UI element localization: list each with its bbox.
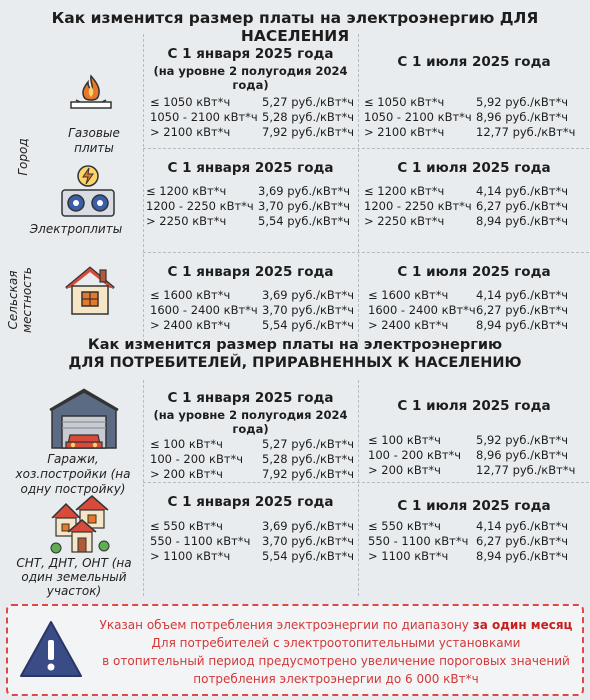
label-snt: СНТ, ДНТ, ОНТ (на один земельный участок) — [16, 556, 132, 598]
garages-jan-subheading: (на уровне 2 полугодия 2024 года) — [153, 408, 348, 436]
label-city: Город — [16, 138, 30, 176]
label-gas-stoves: Газовые плиты — [68, 126, 120, 155]
title-population: Как изменится размер платы на электроэнергию ДЛЯ НАСЕЛЕНИЯ — [51, 9, 539, 45]
notice-box — [6, 604, 584, 696]
notice-line-1: Указан объем потребления электроэнергии по диапазону за один месяц — [99, 618, 573, 632]
title-equivalent-consumers: Как изменится размер платы на электроэнергию — [87, 337, 503, 353]
electric-stove-icon — [58, 164, 118, 220]
label-garages: Гаражи, хоз.постройки (на одну постройку) — [15, 452, 131, 496]
houses-icon — [48, 494, 112, 554]
column-divider — [358, 34, 359, 342]
notice-line-2: Для потребителей с электроотопительными установками — [151, 636, 521, 650]
rural-jan-heading: С 1 января 2025 года — [167, 264, 334, 280]
row-divider — [143, 252, 589, 253]
notice-line-4: потребления электроэнергии до 6 000 кВт*ч — [193, 672, 479, 686]
row-divider — [143, 482, 589, 483]
gas-stove-icon — [68, 72, 114, 116]
row-divider — [143, 148, 589, 149]
notice-line-3: в отопительный период предусмотрено увеличение пороговых значений — [102, 654, 570, 668]
electric-jan-heading: С 1 января 2025 года — [167, 160, 334, 176]
label-rural-text: Сельская местность — [6, 267, 34, 333]
gas-jan-subheading: (на уровне 2 полугодия 2024 года) — [153, 64, 348, 92]
snt-jan-heading: С 1 января 2025 года — [167, 494, 334, 510]
garages-jul-heading: С 1 июля 2025 года — [397, 398, 551, 414]
snt-jul-heading: С 1 июля 2025 года — [397, 498, 551, 514]
gas-jul-heading: С 1 июля 2025 года — [397, 54, 551, 70]
title-equivalent-consumers-line2: ДЛЯ ПОТРЕБИТЕЛЕЙ, ПРИРАВНЕННЫХ К НАСЕЛЕНИЮ — [68, 355, 522, 371]
label-electric-stoves: Электроплиты — [29, 222, 123, 236]
garage-icon — [48, 388, 120, 450]
garages-jan-heading: С 1 января 2025 года — [167, 390, 334, 406]
warning-icon — [18, 618, 84, 680]
electric-jul-heading: С 1 июля 2025 года — [397, 160, 551, 176]
house-icon — [62, 262, 118, 318]
gas-jan-heading: С 1 января 2025 года — [167, 46, 334, 62]
rural-jul-heading: С 1 июля 2025 года — [397, 264, 551, 280]
label-rural — [2, 258, 42, 338]
